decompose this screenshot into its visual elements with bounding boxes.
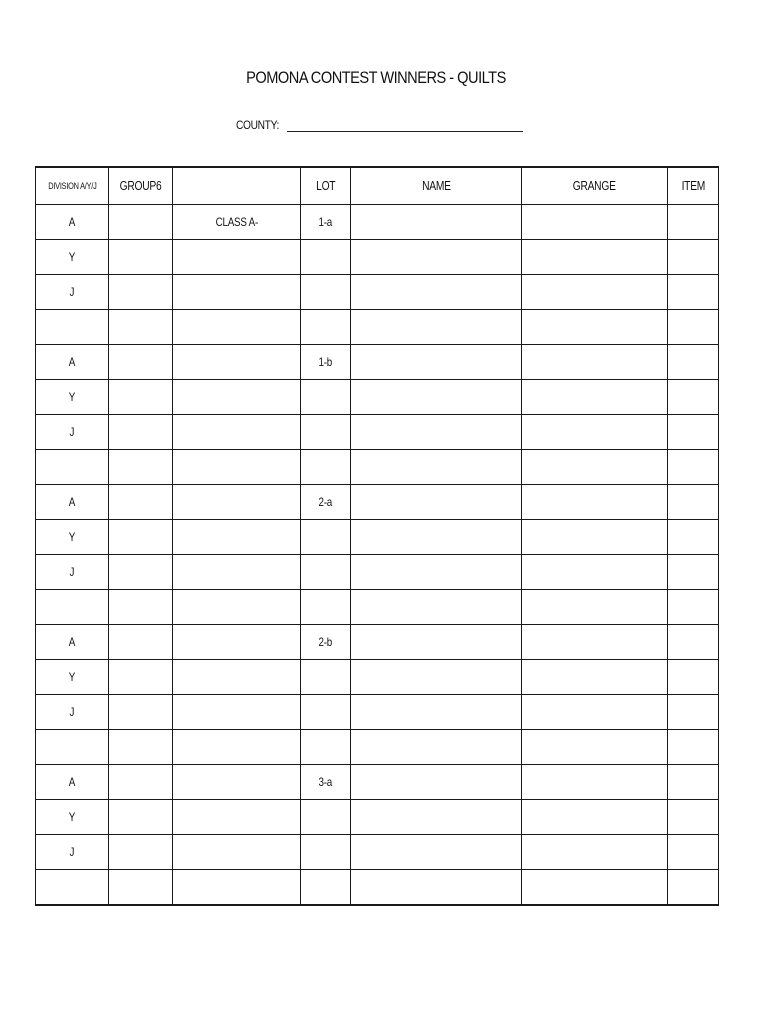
cell-text: J [69,285,75,299]
table-cell-class[interactable] [173,520,301,555]
header-label: NAME [421,179,451,193]
table-cell-group[interactable] [109,310,173,345]
cell-text: A [68,215,76,229]
cell-text: Y [68,530,76,544]
cell-text: J [69,845,75,859]
cell-text: 3-a [318,775,333,789]
table-cell-class[interactable] [173,870,301,906]
header-division [36,167,109,205]
table-cell-division[interactable] [36,520,109,555]
cell-text: Y [68,390,76,404]
table-cell-item[interactable] [668,730,719,765]
table-cell-lot[interactable] [301,450,351,485]
table-cell-class[interactable] [173,275,301,310]
table-cell-group[interactable] [109,345,173,380]
table-cell-division[interactable] [36,870,109,906]
table-cell-grange[interactable] [522,870,668,906]
header-label: LOT [315,179,336,193]
table-cell-name[interactable] [351,800,522,835]
table-cell-group[interactable] [109,625,173,660]
table-cell-name[interactable] [351,380,522,415]
table-cell-item[interactable] [668,765,719,800]
table-cell-item[interactable] [668,310,719,345]
table-cell-grange[interactable] [522,380,668,415]
table-cell-grange[interactable] [522,345,668,380]
table-cell-name[interactable] [351,555,522,590]
table-row [36,765,719,800]
table-cell-lot[interactable] [301,345,351,380]
table-cell-group[interactable] [109,765,173,800]
table-cell-division[interactable] [36,590,109,625]
table-cell-lot[interactable] [301,240,351,275]
header-label: GROUP6 [119,179,162,193]
cell-text: CLASS A- [215,215,258,229]
header-label: DIVISION A/Y/J [47,181,97,191]
table-cell-lot[interactable] [301,765,351,800]
table-body [36,205,719,906]
table-cell-name[interactable] [351,695,522,730]
table-row [36,870,719,906]
table-cell-name[interactable] [351,660,522,695]
cell-text: 2-a [318,495,333,509]
table-cell-lot[interactable] [301,800,351,835]
table-row [36,205,719,240]
table-cell-class[interactable] [173,310,301,345]
table-cell-division[interactable] [36,800,109,835]
table-cell-division[interactable] [36,205,109,240]
header-item [668,167,719,205]
table-cell-lot[interactable] [301,310,351,345]
table-cell-class[interactable] [173,555,301,590]
table-cell-lot[interactable] [301,660,351,695]
table-cell-item[interactable] [668,800,719,835]
table-header-row [36,167,719,205]
cell-text: J [69,425,75,439]
cell-text: 1-a [318,215,333,229]
table-cell-grange[interactable] [522,275,668,310]
table-cell-lot[interactable] [301,590,351,625]
table-cell-item[interactable] [668,555,719,590]
table-row [36,800,719,835]
table-cell-name[interactable] [351,835,522,870]
cell-text: A [68,355,76,369]
table-cell-group[interactable] [109,205,173,240]
table-cell-item[interactable] [668,625,719,660]
table-cell-division[interactable] [36,380,109,415]
table-cell-item[interactable] [668,415,719,450]
county-input-line[interactable] [287,117,523,132]
table-cell-class[interactable] [173,380,301,415]
table-row [36,520,719,555]
table-cell-item[interactable] [668,590,719,625]
table-cell-item[interactable] [668,450,719,485]
table-cell-lot[interactable] [301,695,351,730]
table-cell-grange[interactable] [522,730,668,765]
table-cell-lot[interactable] [301,415,351,450]
table-cell-name[interactable] [351,450,522,485]
table-cell-division[interactable] [36,345,109,380]
table-cell-class[interactable] [173,730,301,765]
table-cell-grange[interactable] [522,625,668,660]
cell-text: A [68,635,76,649]
table-cell-item[interactable] [668,870,719,906]
table-cell-class[interactable] [173,240,301,275]
table-cell-item[interactable] [668,660,719,695]
table-cell-division[interactable] [36,835,109,870]
table-cell-group[interactable] [109,485,173,520]
table-cell-item[interactable] [668,835,719,870]
table-cell-group[interactable] [109,240,173,275]
table-cell-group[interactable] [109,870,173,906]
table-cell-division[interactable] [36,275,109,310]
table-cell-grange[interactable] [522,240,668,275]
table-cell-class[interactable] [173,765,301,800]
cell-text: 1-b [318,355,333,369]
header-group [109,167,173,205]
table-cell-group[interactable] [109,800,173,835]
table-cell-name[interactable] [351,590,522,625]
table-cell-division[interactable] [36,485,109,520]
table-cell-division[interactable] [36,555,109,590]
table-cell-lot[interactable] [301,835,351,870]
table-cell-group[interactable] [109,555,173,590]
table-cell-item[interactable] [668,205,719,240]
header-label: GRANGE [573,179,616,193]
table-cell-name[interactable] [351,240,522,275]
table-cell-group[interactable] [109,660,173,695]
table-cell-class[interactable] [173,695,301,730]
cell-text: J [69,705,75,719]
table-cell-division[interactable] [36,695,109,730]
table-row [36,695,719,730]
table-cell-class[interactable] [173,835,301,870]
table-cell-grange[interactable] [522,555,668,590]
header-name [351,167,522,205]
table-cell-group[interactable] [109,835,173,870]
table-cell-item[interactable] [668,275,719,310]
table-cell-item[interactable] [668,345,719,380]
table-cell-group[interactable] [109,695,173,730]
table-cell-grange[interactable] [522,765,668,800]
table-row [36,555,719,590]
table-cell-lot[interactable] [301,625,351,660]
table-cell-grange[interactable] [522,835,668,870]
winners-table [35,166,719,906]
table-cell-item[interactable] [668,240,719,275]
table-cell-lot[interactable] [301,380,351,415]
cell-text: 2-b [318,635,333,649]
header-class [173,167,301,205]
table-row [36,625,719,660]
table-row [36,345,719,380]
table-row [36,590,719,625]
table-cell-class[interactable] [173,415,301,450]
table-row [36,835,719,870]
table-cell-division[interactable] [36,310,109,345]
table-cell-group[interactable] [109,520,173,555]
table-cell-division[interactable] [36,765,109,800]
table-cell-name[interactable] [351,345,522,380]
table-cell-class[interactable] [173,205,301,240]
cell-text: Y [68,670,76,684]
table-cell-lot[interactable] [301,275,351,310]
table-cell-item[interactable] [668,520,719,555]
table-cell-class[interactable] [173,450,301,485]
header-grange [522,167,668,205]
table-cell-division[interactable] [36,660,109,695]
table-cell-grange[interactable] [522,520,668,555]
table-cell-grange[interactable] [522,415,668,450]
table-cell-name[interactable] [351,485,522,520]
table-cell-grange[interactable] [522,590,668,625]
header-label: ITEM [681,179,705,193]
table-cell-lot[interactable] [301,485,351,520]
table-cell-name[interactable] [351,205,522,240]
table-cell-class[interactable] [173,485,301,520]
table-cell-grange[interactable] [522,485,668,520]
table-row [36,380,719,415]
table-cell-group[interactable] [109,590,173,625]
table-row [36,660,719,695]
county-field-row [236,112,523,132]
header-lot [301,167,351,205]
cell-text: J [69,565,75,579]
table-row [36,275,719,310]
table-cell-grange[interactable] [522,660,668,695]
table-cell-group[interactable] [109,450,173,485]
table-cell-division[interactable] [36,450,109,485]
table-cell-grange[interactable] [522,310,668,345]
table-cell-grange[interactable] [522,205,668,240]
table-cell-lot[interactable] [301,205,351,240]
cell-text: A [68,495,76,509]
table-cell-group[interactable] [109,730,173,765]
table-cell-lot[interactable] [301,870,351,906]
table-cell-division[interactable] [36,240,109,275]
table-cell-item[interactable] [668,695,719,730]
table-row [36,310,719,345]
cell-text: Y [68,250,76,264]
table-cell-class[interactable] [173,345,301,380]
table-cell-lot[interactable] [301,555,351,590]
table-row [36,730,719,765]
table-cell-item[interactable] [668,485,719,520]
table-cell-name[interactable] [351,310,522,345]
table-cell-division[interactable] [36,730,109,765]
table-cell-name[interactable] [351,275,522,310]
table-cell-name[interactable] [351,870,522,906]
table-cell-group[interactable] [109,380,173,415]
table-cell-division[interactable] [36,415,109,450]
table-cell-class[interactable] [173,800,301,835]
table-cell-group[interactable] [109,275,173,310]
table-cell-item[interactable] [668,380,719,415]
table-cell-name[interactable] [351,625,522,660]
table-row [36,485,719,520]
table-row [36,240,719,275]
table-cell-class[interactable] [173,660,301,695]
table-cell-lot[interactable] [301,730,351,765]
table-cell-lot[interactable] [301,520,351,555]
table-cell-group[interactable] [109,415,173,450]
table-row [36,415,719,450]
table-cell-name[interactable] [351,415,522,450]
table-cell-grange[interactable] [522,695,668,730]
table-cell-division[interactable] [36,625,109,660]
cell-text: Y [68,810,76,824]
table-cell-name[interactable] [351,765,522,800]
table-cell-name[interactable] [351,730,522,765]
county-label: COUNTY: [236,118,279,132]
table-cell-class[interactable] [173,625,301,660]
page-title: POMONA CONTEST WINNERS - QUILTS [246,68,506,87]
table-cell-class[interactable] [173,590,301,625]
table-cell-name[interactable] [351,520,522,555]
table-cell-grange[interactable] [522,800,668,835]
table-row [36,450,719,485]
table-cell-grange[interactable] [522,450,668,485]
cell-text: A [68,775,76,789]
